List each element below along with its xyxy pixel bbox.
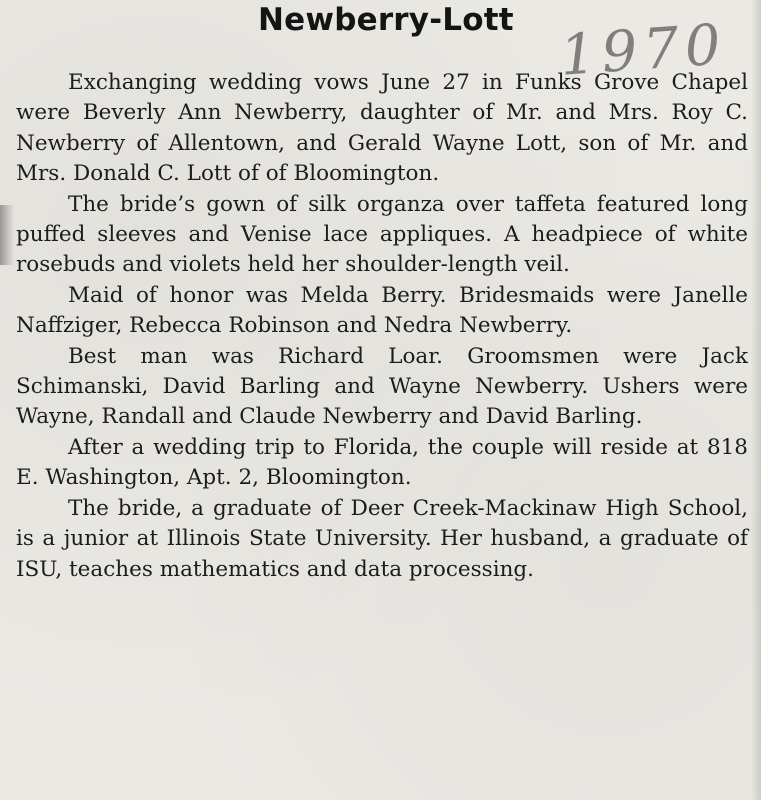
paragraph-residence: After a wedding trip to Florida, the couple will reside at 818 E. Washington, Apt. 2, Bloomington. — [16, 434, 748, 491]
handwritten-year: 1970 — [557, 12, 729, 89]
paragraph-education: The bride, a graduate of Deer Creek-Mackinaw High School, is a junior at Illinois State University. Her husband, a graduate of ISU, teaches mathematics and data processing. — [16, 495, 748, 582]
scan-smudge — [0, 205, 14, 265]
article-body — [16, 68, 748, 585]
paragraph-attendants: Maid of honor was Melda Berry. Bridesmaids were Janelle Naffziger, Rebecca Robinson and Nedra Newberry. — [16, 282, 748, 339]
clipping-edge — [751, 0, 761, 800]
headline: Newberry-Lott — [258, 2, 514, 38]
paragraph-groomsmen: Best man was Richard Loar. Groomsmen were Jack Schimanski, David Barling and Wayne Newberry. Ushers were Wayne, Randall and Claude Newberry and David Barling. — [16, 343, 748, 430]
paragraph-ceremony: Exchanging wedding vows June 27 in Funks Grove Chapel were Beverly Ann Newberry, daughter of Mr. and Mrs. Roy C. Newberry of Allentown, and Gerald Wayne Lott, son of Mr. and Mrs. Donald C. Lott of of Bloomington. — [16, 70, 748, 187]
paragraph-gown: The bride’s gown of silk organza over taffeta featured long puffed sleeves and Venise lace appliques. A headpiece of white rosebuds and violets held her shoulder-length veil. — [16, 191, 748, 278]
